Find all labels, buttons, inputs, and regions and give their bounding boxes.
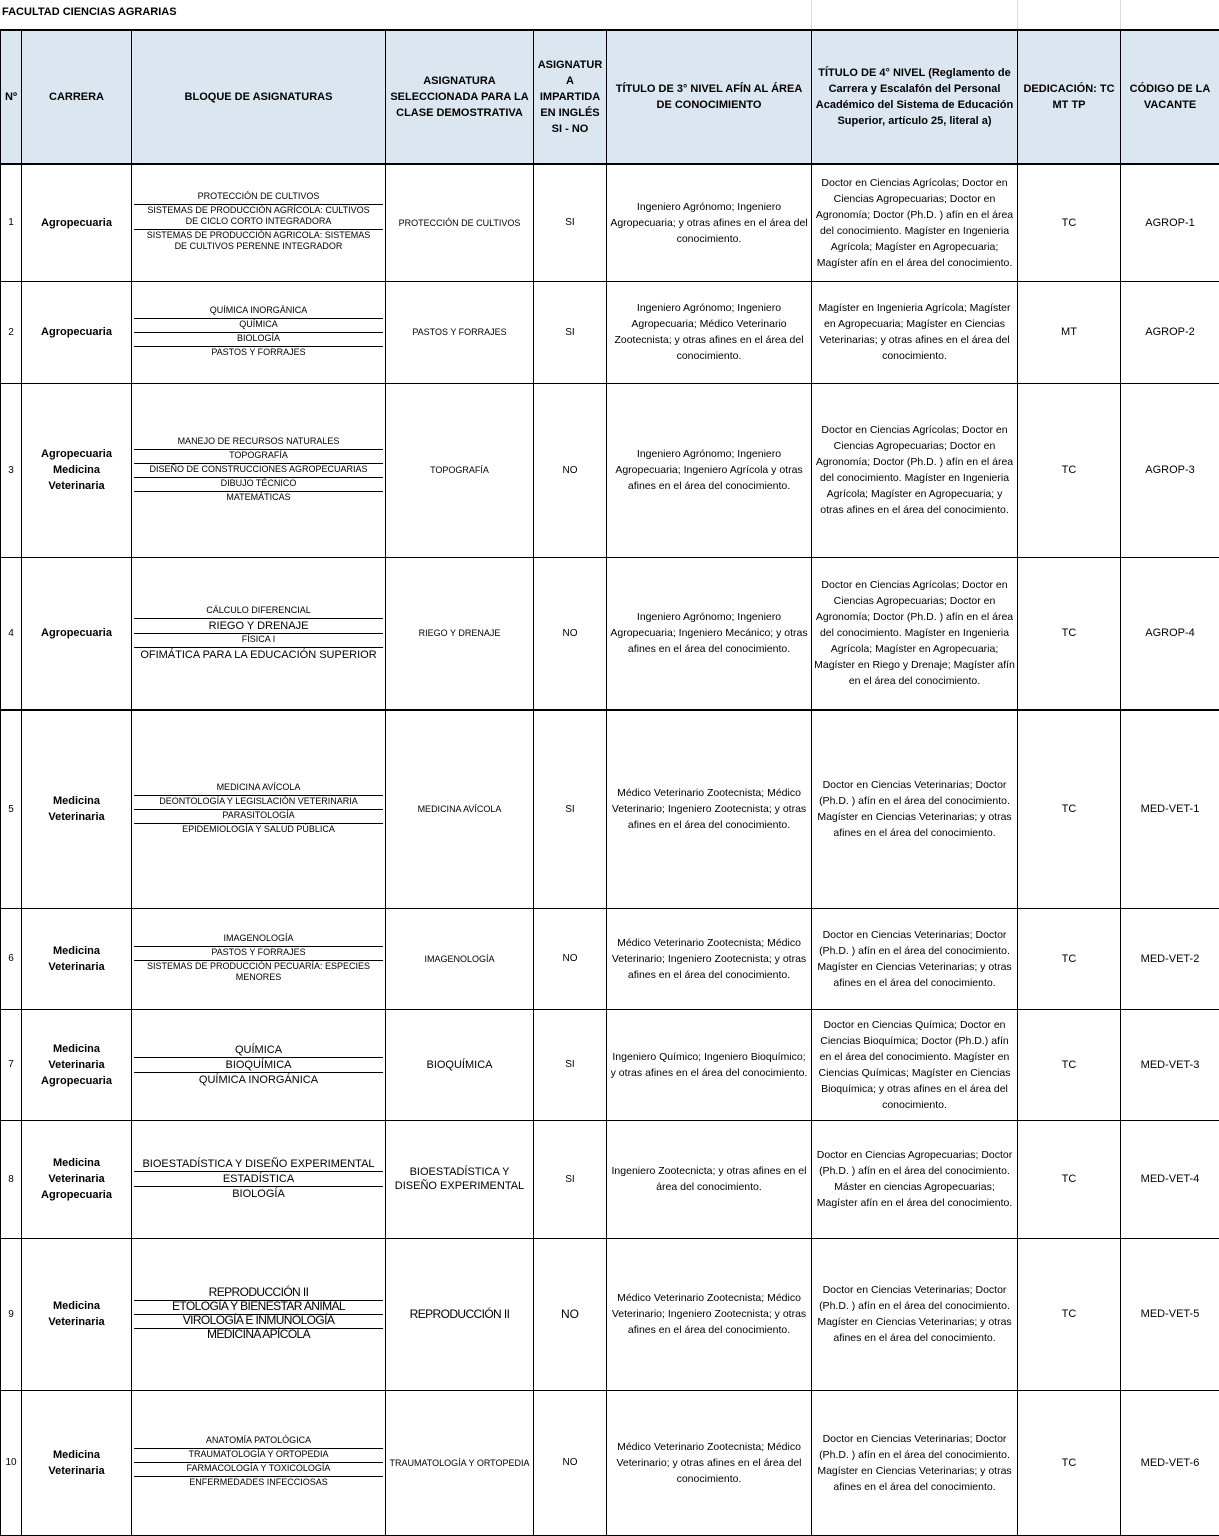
titulo-tercer-nivel-cell: Ingeniero Químico; Ingeniero Bioquímico; y otras afines en el área del conocimiento.	[607, 1009, 812, 1120]
bloque-item: BIOLOGÍA	[134, 333, 383, 347]
table-row	[1, 281, 1219, 383]
bloque-cell	[132, 1120, 386, 1238]
codigo-vacante-cell: MED-VET-2	[1121, 908, 1219, 1009]
vacancies-table	[0, 29, 1219, 1536]
bloque-item: DIBUJO TÉCNICO	[134, 478, 383, 492]
bloque-list	[134, 933, 383, 985]
asignatura-seleccionada-cell: BIOESTADÍSTICA Y DISEÑO EXPERIMENTAL	[386, 1120, 534, 1238]
bloque-item: EPIDEMIOLOGÍA Y SALUD PÚBLICA	[134, 824, 383, 837]
dedicacion-cell: TC	[1018, 908, 1121, 1009]
bloque-list	[134, 605, 383, 662]
codigo-vacante-cell: MED-VET-5	[1121, 1238, 1219, 1390]
asignatura-seleccionada-cell: REPRODUCCIÓN II	[386, 1238, 534, 1390]
carrera-cell: Medicina Veterinaria Agropecuaria	[22, 1120, 132, 1238]
codigo-vacante-cell: MED-VET-6	[1121, 1390, 1219, 1535]
bloque-cell	[132, 1009, 386, 1120]
ingles-cell: SI	[534, 1009, 607, 1120]
titulo-cuarto-nivel-cell: Doctor en Ciencias Veterinarias; Doctor (Ph.D. ) afín en el área del conocimiento. Magíster en Ciencias Veterinarias; y otras afines en el área del conocimiento.	[812, 1238, 1018, 1390]
row-number: 6	[1, 908, 22, 1009]
bloque-item: PARASITOLOGÍA	[134, 810, 383, 824]
bloque-item: OFIMÁTICA PARA LA EDUCACIÓN SUPERIOR	[134, 648, 383, 662]
ingles-cell: SI	[534, 710, 607, 908]
grid-line	[811, 0, 812, 29]
header-bloque: BLOQUE DE ASIGNATURAS	[132, 30, 386, 164]
codigo-vacante-cell: MED-VET-3	[1121, 1009, 1219, 1120]
bloque-item: DEONTOLOGÍA Y LEGISLACIÓN VETERINARIA	[134, 796, 383, 810]
ingles-cell: NO	[534, 1390, 607, 1535]
titulo-tercer-nivel-cell: Ingeniero Agrónomo; Ingeniero Agropecuaria; Ingeniero Mecánico; y otras afines en el área del conocimiento.	[607, 557, 812, 710]
table-row	[1, 1390, 1219, 1535]
bloque-list	[134, 1287, 383, 1342]
titulo-cuarto-nivel-cell: Magíster en Ingenieria Agrícola; Magíster en Agropecuaria; Magíster en Ciencias Veterinarias; y otras afines en el área del conocimiento.	[812, 281, 1018, 383]
bloque-cell	[132, 908, 386, 1009]
titulo-cuarto-nivel-cell: Doctor en Ciencias Química; Doctor en Ciencias Bioquímica; Doctor (Ph.D.) afín en el área del conocimiento. Magíster en Ciencias Químicas; Magíster en Ciencias Bioquímica; y otras afines en el área del conocimiento.	[812, 1009, 1018, 1120]
dedicacion-cell: TC	[1018, 1120, 1121, 1238]
ingles-cell: NO	[534, 383, 607, 557]
bloque-cell	[132, 1238, 386, 1390]
ingles-cell: SI	[534, 1120, 607, 1238]
header-carrera: CARRERA	[22, 30, 132, 164]
carrera-cell: Medicina Veterinaria	[22, 908, 132, 1009]
titulo-cuarto-nivel-cell: Doctor en Ciencias Veterinarias; Doctor (Ph.D. ) afín en el área del conocimiento. Magíster en Ciencias Veterinarias; y otras afines en el área del conocimiento.	[812, 908, 1018, 1009]
bloque-item: MATEMÁTICAS	[134, 492, 383, 505]
carrera-cell: Agropecuaria Medicina Veterinaria	[22, 383, 132, 557]
bloque-cell	[132, 557, 386, 710]
titulo-tercer-nivel-cell: Ingeniero Zootecnicta; y otras afines en el área del conocimiento.	[607, 1120, 812, 1238]
bloque-item: SISTEMAS DE PRODUCCIÓN AGRÍCOLA: CULTIVOS DE CICLO CORTO INTEGRADORA	[134, 205, 383, 230]
codigo-vacante-cell: AGROP-4	[1121, 557, 1219, 710]
bloque-item: ENFERMEDADES INFECCIOSAS	[134, 1477, 383, 1490]
ingles-cell: NO	[534, 1238, 607, 1390]
header-row	[1, 30, 1219, 164]
bloque-item: ETOLOGÍA Y BIENESTAR ANIMAL	[134, 1301, 383, 1315]
titulo-cuarto-nivel-cell: Doctor en Ciencias Agrícolas; Doctor en Ciencias Agropecuarias; Doctor en Agronomía; Doctor (Ph.D. ) afín en el área del conocimiento. Magíster en Ingenieria Agrícola; Magíster en Agropecuaria; Magíster afín en el área del conocimiento.	[812, 164, 1018, 281]
dedicacion-cell: TC	[1018, 557, 1121, 710]
titulo-cuarto-nivel-cell: Doctor en Ciencias Veterinarias; Doctor (Ph.D. ) afín en el área del conocimiento. Magíster en Ciencias Veterinarias; y otras afines en el área del conocimiento.	[812, 1390, 1018, 1535]
bloque-list	[134, 1157, 383, 1201]
bloque-item: BIOLOGÍA	[134, 1187, 383, 1201]
bloque-item: TRAUMATOLOGÍA Y ORTOPEDIA	[134, 1449, 383, 1463]
ingles-cell: SI	[534, 164, 607, 281]
header-ingles: ASIGNATUR A IMPARTIDA EN INGLÉS SI - NO	[534, 30, 607, 164]
bloque-item: MEDICINA AVÍCOLA	[134, 782, 383, 796]
bloque-item: QUÍMICA INORGÁNICA	[134, 1073, 383, 1087]
dedicacion-cell: TC	[1018, 1238, 1121, 1390]
carrera-cell: Medicina Veterinaria	[22, 710, 132, 908]
grid-line	[1017, 0, 1018, 29]
grid-line	[1120, 0, 1121, 29]
table-row	[1, 1238, 1219, 1390]
titulo-tercer-nivel-cell: Médico Veterinario Zootecnista; Médico Veterinario; Ingeniero Zootecnista; y otras afines en el área del conocimiento.	[607, 1238, 812, 1390]
bloque-item: ANATOMÍA PATOLÓGICA	[134, 1435, 383, 1449]
bloque-item: TOPOGRAFÍA	[134, 450, 383, 464]
row-number: 4	[1, 557, 22, 710]
asignatura-seleccionada-cell: IMAGENOLOGÍA	[386, 908, 534, 1009]
bloque-cell	[132, 383, 386, 557]
asignatura-seleccionada-cell: RIEGO Y DRENAJE	[386, 557, 534, 710]
bloque-item: PASTOS Y FORRAJES	[134, 947, 383, 961]
row-number: 1	[1, 164, 22, 281]
bloque-item: CÁLCULO DIFERENCIAL	[134, 605, 383, 619]
header-seleccionada: ASIGNATURA SELECCIONADA PARA LA CLASE DEMOSTRATIVA	[386, 30, 534, 164]
titulo-cuarto-nivel-cell: Doctor en Ciencias Agrícolas; Doctor en Ciencias Agropecuarias; Doctor en Agronomía; Doctor (Ph.D. ) afín en el área del conocimiento. Magíster en Ingenieria Agrícola; Magíster en Agropecuaria; Magíster en Riego y Drenaje; Magíster afín en el área del conocimiento.	[812, 557, 1018, 710]
titulo-tercer-nivel-cell: Ingeniero Agrónomo; Ingeniero Agropecuaria; y otras afines en el área del conocimiento.	[607, 164, 812, 281]
asignatura-seleccionada-cell: PASTOS Y FORRAJES	[386, 281, 534, 383]
bloque-item: DISEÑO DE CONSTRUCCIONES AGROPECUARIAS	[134, 464, 383, 478]
table-row	[1, 1120, 1219, 1238]
carrera-cell: Medicina Veterinaria Agropecuaria	[22, 1009, 132, 1120]
ingles-cell: NO	[534, 557, 607, 710]
bloque-list	[134, 1043, 383, 1087]
ingles-cell: SI	[534, 281, 607, 383]
asignatura-seleccionada-cell: BIOQUÍMICA	[386, 1009, 534, 1120]
bloque-cell	[132, 281, 386, 383]
header-dedicacion: DEDICACIÓN: TC MT TP	[1018, 30, 1121, 164]
carrera-cell: Agropecuaria	[22, 281, 132, 383]
bloque-item: FARMACOLOGÍA Y TOXICOLOGÍA	[134, 1463, 383, 1477]
bloque-item: QUÍMICA INORGÁNICA	[134, 305, 383, 319]
bloque-item: SISTEMAS DE PRODUCCIÓN AGRICOLA: SISTEMAS DE CULTIVOS PERENNE INTEGRADOR	[134, 230, 383, 254]
bloque-item: PROTECCIÓN DE CULTIVOS	[134, 191, 383, 205]
bloque-list	[134, 436, 383, 505]
codigo-vacante-cell: AGROP-2	[1121, 281, 1219, 383]
table-row	[1, 908, 1219, 1009]
codigo-vacante-cell: AGROP-3	[1121, 383, 1219, 557]
asignatura-seleccionada-cell: TRAUMATOLOGÍA Y ORTOPEDIA	[386, 1390, 534, 1535]
titulo-tercer-nivel-cell: Médico Veterinario Zootecnista; Médico Veterinario; Ingeniero Zootecnista; y otras afines en el área del conocimiento.	[607, 710, 812, 908]
bloque-item: VIROLOGÍA E INMUNOLOGÍA	[134, 1315, 383, 1329]
header-titulo3: TÍTULO DE 3° NIVEL AFÍN AL ÁREA DE CONOCIMIENTO	[607, 30, 812, 164]
titulo-tercer-nivel-cell: Ingeniero Agrónomo; Ingeniero Agropecuaria; Médico Veterinario Zootecnista; y otras afines en el área del conocimiento.	[607, 281, 812, 383]
faculty-title: FACULTAD CIENCIAS AGRARIAS	[2, 6, 177, 18]
titulo-cuarto-nivel-cell: Doctor en Ciencias Veterinarias; Doctor (Ph.D. ) afín en el área del conocimiento. Magíster en Ciencias Veterinarias; y otras afines en el área del conocimiento.	[812, 710, 1018, 908]
bloque-item: RIEGO Y DRENAJE	[134, 619, 383, 634]
table-row	[1, 1009, 1219, 1120]
asignatura-seleccionada-cell: TOPOGRAFÍA	[386, 383, 534, 557]
table-row	[1, 383, 1219, 557]
titulo-tercer-nivel-cell: Médico Veterinario Zootecnista; Médico Veterinario; y otras afines en el área del conocimiento.	[607, 1390, 812, 1535]
table-body	[1, 164, 1219, 1535]
codigo-vacante-cell: MED-VET-4	[1121, 1120, 1219, 1238]
carrera-cell: Medicina Veterinaria	[22, 1390, 132, 1535]
codigo-vacante-cell: AGROP-1	[1121, 164, 1219, 281]
carrera-cell: Medicina Veterinaria	[22, 1238, 132, 1390]
bloque-cell	[132, 710, 386, 908]
bloque-list	[134, 305, 383, 360]
row-number: 3	[1, 383, 22, 557]
dedicacion-cell: TC	[1018, 1390, 1121, 1535]
carrera-cell: Agropecuaria	[22, 164, 132, 281]
titulo-tercer-nivel-cell: Médico Veterinario Zootecnista; Médico Veterinario; Ingeniero Zootecnista; y otras afines en el área del conocimiento.	[607, 908, 812, 1009]
dedicacion-cell: TC	[1018, 710, 1121, 908]
header-titulo4: TÍTULO DE 4° NIVEL (Reglamento de Carrera y Escalafón del Personal Académico del Sistema de Educación Superior, artículo 25, literal a)	[812, 30, 1018, 164]
dedicacion-cell: TC	[1018, 1009, 1121, 1120]
dedicacion-cell: TC	[1018, 383, 1121, 557]
bloque-item: QUÍMICA	[134, 319, 383, 333]
bloque-item: BIOESTADÍSTICA Y DISEÑO EXPERIMENTAL	[134, 1157, 383, 1172]
bloque-item: FÍSICA I	[134, 634, 383, 648]
row-number: 7	[1, 1009, 22, 1120]
row-number: 2	[1, 281, 22, 383]
bloque-cell	[132, 1390, 386, 1535]
asignatura-seleccionada-cell: MEDICINA AVÍCOLA	[386, 710, 534, 908]
row-number: 8	[1, 1120, 22, 1238]
bloque-item: MEDICINA APÍCOLA	[134, 1329, 383, 1342]
carrera-cell: Agropecuaria	[22, 557, 132, 710]
asignatura-seleccionada-cell: PROTECCIÓN DE CULTIVOS	[386, 164, 534, 281]
codigo-vacante-cell: MED-VET-1	[1121, 710, 1219, 908]
dedicacion-cell: TC	[1018, 164, 1121, 281]
dedicacion-cell: MT	[1018, 281, 1121, 383]
bloque-list	[134, 191, 383, 254]
bloque-item: SISTEMAS DE PRODUCCIÓN PECUARÍA: ESPECIES MENORES	[134, 961, 383, 985]
ingles-cell: NO	[534, 908, 607, 1009]
row-number: 10	[1, 1390, 22, 1535]
header-num: Nº	[1, 30, 22, 164]
bloque-item: PASTOS Y FORRAJES	[134, 347, 383, 360]
bloque-item: QUÍMICA	[134, 1043, 383, 1058]
header-codigo: CÓDIGO DE LA VACANTE	[1121, 30, 1219, 164]
bloque-list	[134, 1435, 383, 1490]
bloque-item: IMAGENOLOGÍA	[134, 933, 383, 947]
titulo-cuarto-nivel-cell: Doctor en Ciencias Agrícolas; Doctor en Ciencias Agropecuarias; Doctor en Agronomía; Doctor (Ph.D. ) afín en el área del conocimiento. Magíster en Ingenieria Agrícola; Magíster en Agropecuaria; y otras afines en el área del conocimiento.	[812, 383, 1018, 557]
bloque-cell	[132, 164, 386, 281]
table-row	[1, 164, 1219, 281]
table-row	[1, 710, 1219, 908]
bloque-item: MANEJO DE RECURSOS NATURALES	[134, 436, 383, 450]
bloque-item: REPRODUCCIÓN II	[134, 1287, 383, 1301]
table-row	[1, 557, 1219, 710]
bloque-item: ESTADÍSTICA	[134, 1172, 383, 1187]
row-number: 9	[1, 1238, 22, 1390]
bloque-list	[134, 782, 383, 837]
titulo-tercer-nivel-cell: Ingeniero Agrónomo; Ingeniero Agropecuaria; Ingeniero Agrícola y otras afines en el área del conocimiento.	[607, 383, 812, 557]
bloque-item: BIOQUÍMICA	[134, 1058, 383, 1073]
titulo-cuarto-nivel-cell: Doctor en Ciencias Agropecuarias; Doctor (Ph.D. ) afín en el área del conocimiento. Máster en ciencias Agropecuarias; Magíster afín en el área del conocimiento.	[812, 1120, 1018, 1238]
row-number: 5	[1, 710, 22, 908]
